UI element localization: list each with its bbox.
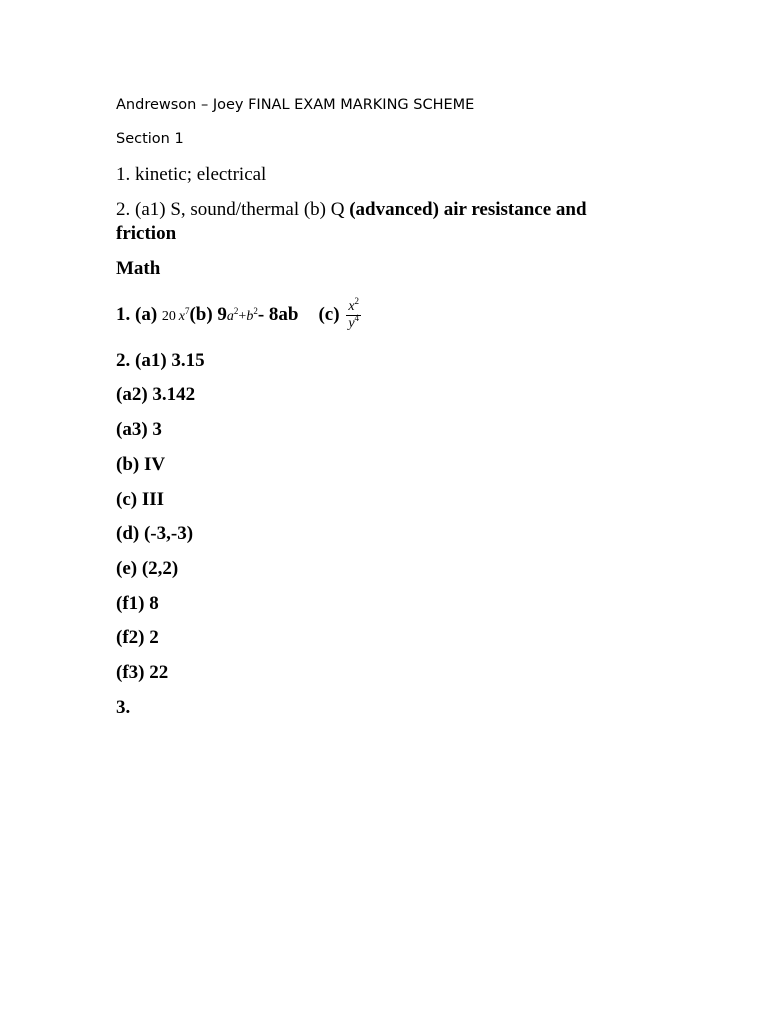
math-1c-fraction	[346, 296, 361, 332]
math-1a-coef: 20	[161, 309, 176, 324]
numerator-var: x	[348, 299, 355, 315]
section-1-answer-1: 1. kinetic; electrical	[116, 164, 267, 185]
math-1a-var: x	[178, 309, 185, 324]
fraction-denominator	[346, 313, 361, 332]
math-1b-label: (b) 9	[189, 304, 227, 325]
math-1b-var2: b	[246, 309, 254, 324]
document-title: Andrewson – Joey FINAL EXAM MARKING SCHEME	[116, 97, 475, 113]
math-1b-exp2: 2	[253, 306, 258, 316]
section-1-answer-2-continued: friction	[116, 223, 177, 244]
answer-2-bold: (advanced) air resistance and	[349, 199, 587, 220]
math-answer: 3.	[116, 697, 131, 718]
denominator-exp: 4	[354, 313, 360, 324]
math-1a-expression	[161, 306, 190, 324]
math-answer: 2. (a1) 3.15	[116, 350, 205, 371]
math-answer: (a2) 3.142	[116, 384, 196, 405]
math-answer: (f2) 2	[116, 627, 159, 648]
math-answer: (c) III	[116, 489, 165, 510]
math-1a-label: 1. (a)	[116, 304, 162, 325]
math-1b-exp1: 2	[233, 306, 239, 316]
math-answer: (d) (-3,-3)	[116, 523, 194, 544]
math-1b-rest: - 8ab	[257, 304, 299, 325]
math-answer: (f3) 22	[116, 662, 169, 683]
math-answer-1	[116, 298, 361, 334]
math-heading: Math	[116, 258, 161, 279]
math-answer: (e) (2,2)	[116, 558, 179, 579]
math-1b-expression	[226, 306, 258, 324]
math-1b-var1: a	[226, 309, 234, 324]
numerator-exp: 2	[354, 296, 360, 307]
math-1c-label: (c)	[318, 304, 340, 325]
math-answer: (f1) 8	[116, 593, 159, 614]
math-1b-plus: +	[238, 309, 247, 324]
answer-2-plain: 2. (a1) S, sound/thermal (b) Q	[116, 199, 350, 220]
math-answer: (b) IV	[116, 454, 166, 475]
math-1a-exp: 7	[184, 306, 190, 316]
section-1-heading: Section 1	[116, 131, 184, 147]
denominator-var: y	[348, 316, 355, 332]
math-answer: (a3) 3	[116, 419, 162, 440]
section-1-answer-2	[116, 199, 587, 221]
